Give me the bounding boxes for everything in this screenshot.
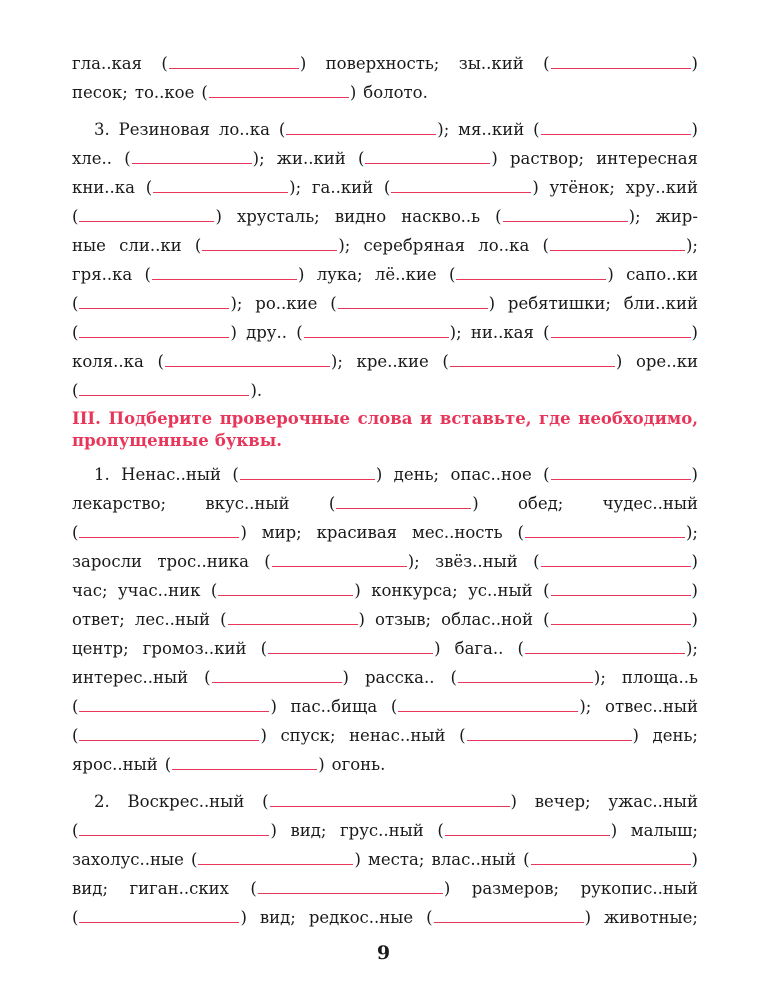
word: вид; [290,821,327,840]
word: коля..ка [72,352,144,371]
word: размеров; [471,879,560,898]
text-line [72,110,698,139]
answer-blank[interactable] [79,697,269,712]
word: учас..ник [117,581,201,600]
word: расска.. [364,668,435,687]
word: мя..кий [458,120,525,139]
text-line [72,898,698,927]
answer-blank[interactable] [541,120,691,135]
text-line [72,44,698,73]
word: бага.. [454,639,504,658]
answer-blank[interactable] [551,323,691,338]
word: рукопис..ный [580,879,698,898]
word: пас..бища [290,697,378,716]
word: жир- [655,207,698,226]
word: ответ; [72,610,125,629]
word-with-blank: ( ); [264,552,420,571]
answer-blank[interactable] [398,697,578,712]
text-line [72,811,698,840]
answer-blank[interactable] [79,207,214,222]
word: опас..ное [450,465,532,484]
word-with-blank: ( ); [390,697,592,716]
answer-blank[interactable] [467,726,632,741]
word: утёнок; [549,178,615,197]
word-with-blank: ( ) [437,821,618,840]
heading-word: пропущенные [72,431,209,450]
answer-blank[interactable] [79,726,259,741]
word: ло..ка [478,236,530,255]
word-with-blank: ( ); [145,178,302,197]
word-with-blank: ( ) [220,610,365,629]
exercise-3-item-1 [72,455,698,774]
word-with-blank: ( ) [262,792,517,811]
word: ярос..ный [72,755,158,774]
word-with-blank: ( ); [194,236,351,255]
text-line [72,840,698,869]
answer-blank[interactable] [304,323,449,338]
text-line [72,513,698,542]
answer-blank[interactable] [445,821,610,836]
text-line [72,629,698,658]
answer-blank[interactable] [550,236,685,251]
word: ни..кая [470,323,534,342]
word: вид; [72,879,109,898]
word-with-blank: ( ) [260,639,441,658]
text-line [72,139,698,168]
word: облас..ной [441,610,534,629]
section-heading-3 [72,408,698,452]
heading-word: буквы. [214,431,283,450]
answer-blank[interactable] [270,792,510,807]
word: поверхность; [325,54,440,73]
word: час; [72,581,108,600]
heading-line [72,430,698,452]
text-line [72,600,698,629]
word-with-blank: ( ) [442,352,623,371]
answer-blank[interactable] [79,908,239,923]
answer-blank[interactable] [132,149,252,164]
text-line [72,571,698,600]
word: жи..кий [276,149,346,168]
word: малыш; [630,821,698,840]
answer-blank[interactable] [79,523,239,538]
word-with-blank: ( ) [72,323,237,342]
word-with-blank: ( ) [459,726,639,745]
exercise-continuation-top [72,44,698,102]
heading-word: слова [357,409,413,428]
exercise-2-item-3 [72,110,698,400]
word: влас..ный [431,850,516,869]
word: чудес..ный [602,494,698,513]
heading-word: проверочные [219,409,351,428]
word-with-blank: ( ); [542,236,698,255]
answer-blank[interactable] [152,265,297,280]
answer-blank[interactable] [338,294,488,309]
word-with-blank: ( ); [124,149,265,168]
word: день; [652,726,698,745]
word: лекарство; [72,494,167,513]
answer-blank[interactable] [218,581,353,596]
answer-blank[interactable] [79,294,229,309]
word-with-blank: ( ) [357,149,498,168]
answer-blank[interactable] [551,581,691,596]
text-line [72,284,698,313]
word-with-blank: ( ) [161,54,307,73]
word-with-blank: ( ); [450,668,606,687]
answer-blank[interactable] [434,908,584,923]
word-with-blank: ( ) [533,120,698,139]
word-with-blank: ( ) [250,879,451,898]
text-line [72,745,698,774]
word: Ненас..ный [121,465,221,484]
word: обед; [517,494,564,513]
word: звёз..ный [435,552,518,571]
word: мес..ность [412,523,503,542]
word-with-blank: ( ) [164,755,325,774]
answer-blank[interactable] [79,821,269,836]
answer-blank[interactable] [79,381,249,396]
word-with-blank: ( ); [157,352,343,371]
word: сапо..ки [626,265,698,284]
word-with-blank: ( ); [495,207,641,226]
word: ребятишки; [507,294,611,313]
word: 3. [94,120,110,139]
word-with-blank: ( ) [201,83,357,102]
word: 1. [94,465,110,484]
answer-blank[interactable] [456,265,606,280]
word: ные [72,236,106,255]
word: ненас..ный [349,726,446,745]
text-line [72,455,698,484]
word: лес..ный [134,610,210,629]
answer-blank[interactable] [551,610,691,625]
text-line [72,73,698,102]
heading-word: необходимо, [578,409,698,428]
text-line [72,658,698,687]
word: ужас..ный [608,792,698,811]
word-with-blank: ( ) [144,265,305,284]
word: вид; [259,908,296,927]
word: места; [368,850,425,869]
word: вкус..ный [205,494,290,513]
word: ус..ный [468,581,533,600]
heading-line [72,408,698,430]
word: гла..кая [72,54,143,73]
word-with-blank: ( ) [523,850,698,869]
exercise-3-item-2 [72,782,698,927]
text-line [72,313,698,342]
word: бли..кий [623,294,698,313]
word: вечер; [534,792,591,811]
word: заросли [72,552,143,571]
word-with-blank: ( ) [543,465,698,484]
text-line [72,371,698,400]
answer-blank[interactable] [336,494,471,509]
answer-blank[interactable] [272,552,407,567]
word: кре..кие [356,352,429,371]
word: лё..кие [374,265,437,284]
word-with-blank: ( ) [72,697,277,716]
word-with-blank: ( ) [191,850,361,869]
word: хру..кий [625,178,698,197]
word-with-blank: ( ) [543,54,698,73]
word: животные; [604,908,698,927]
word: трос..ника [157,552,249,571]
word: сли..ки [119,236,182,255]
word: Воскрес..ный [127,792,245,811]
word-with-blank: ( ) [72,821,277,840]
answer-blank[interactable] [531,850,691,865]
word: зы..кий [458,54,524,73]
answer-blank[interactable] [525,523,685,538]
answer-blank[interactable] [212,668,342,683]
word-with-blank: ( ) [72,207,222,226]
word: спуск; [280,726,336,745]
word: отзыв; [375,610,432,629]
word-with-blank: ( ) [330,294,496,313]
word: оре..ки [635,352,698,371]
word: захолус..ные [72,850,184,869]
word: грус..ный [340,821,424,840]
word: редкос..ные [308,908,414,927]
word: интересная [596,149,698,168]
answer-blank[interactable] [391,178,531,193]
word: огонь. [331,755,386,774]
word: конкурса; [371,581,458,600]
answer-blank[interactable] [169,54,299,69]
word: лука; [316,265,363,284]
word-with-blank: ( ) [543,581,698,600]
answer-blank[interactable] [525,639,685,654]
word: отвес..ный [605,697,698,716]
heading-word: III. [72,409,101,428]
answer-blank[interactable] [551,54,691,69]
word-with-blank: ( ) [543,610,698,629]
word: га..кий [311,178,374,197]
text-line [72,226,698,255]
word: мир; [261,523,302,542]
word: серебряная [363,236,466,255]
word-with-blank: ( ) [328,494,479,513]
word: интерес..ный [72,668,189,687]
word-with-blank: ( ) [543,323,698,342]
text-line [72,687,698,716]
answer-blank[interactable] [198,850,353,865]
word-with-blank: ( ) [72,726,267,745]
answer-blank[interactable] [258,879,443,894]
answer-blank[interactable] [458,668,593,683]
answer-blank[interactable] [240,465,375,480]
text-line [72,255,698,284]
word-with-blank: ( ); [72,294,243,313]
word-with-blank: ( ) [204,668,349,687]
word: то..кое [134,83,195,102]
text-line [72,716,698,745]
answer-blank[interactable] [172,755,317,770]
word: день; [393,465,440,484]
answer-blank[interactable] [228,610,358,625]
answer-blank[interactable] [79,323,229,338]
heading-word: и [420,409,433,428]
word: ро..кие [255,294,318,313]
answer-blank[interactable] [209,83,349,98]
word: хле.. [72,149,113,168]
answer-blank[interactable] [503,207,628,222]
answer-blank[interactable] [365,149,490,164]
text-line [72,342,698,371]
word: ло..ка [218,120,270,139]
word: видно [334,207,387,226]
answer-blank[interactable] [551,465,691,480]
word-with-blank: ( ); [517,523,698,542]
word: 2. [94,792,110,811]
answer-blank[interactable] [268,639,433,654]
word: гря..ка [72,265,133,284]
word-with-blank: ( ) [232,465,383,484]
word-with-blank: ( ); [517,639,698,658]
answer-blank[interactable] [541,552,691,567]
word-with-blank: ( ) [210,581,361,600]
text-line [72,197,698,226]
word: красивая [316,523,398,542]
word: песок; [72,83,128,102]
word: болото. [363,83,428,102]
word-with-blank: ( ) [72,523,247,542]
answer-blank[interactable] [450,352,615,367]
word-with-blank: ( ) [448,265,614,284]
heading-word: где [539,409,571,428]
word: Резиновая [118,120,210,139]
word-with-blank: ( ) [533,552,698,571]
page-content [72,44,698,927]
word: кни..ка [72,178,135,197]
text-line [72,869,698,898]
word-with-blank: ( ). [72,381,263,400]
word: площа..ь [621,668,698,687]
word: раствор; [509,149,585,168]
answer-blank[interactable] [286,120,436,135]
text-line [72,484,698,513]
text-line [72,542,698,571]
word-with-blank: ( ); [296,323,462,342]
word: громоз..кий [142,639,247,658]
heading-word: вставьте, [439,409,532,428]
word: дру.. [246,323,287,342]
word: гиган..ских [129,879,229,898]
word: центр; [72,639,129,658]
word-with-blank: ( ); [278,120,450,139]
heading-word: Подберите [108,409,213,428]
word-with-blank: ( ) [72,908,247,927]
answer-blank[interactable] [165,352,330,367]
text-line [72,782,698,811]
word: насквo..ь [401,207,481,226]
word: хрусталь; [236,207,320,226]
text-line [72,168,698,197]
page-number: 9 [376,942,391,964]
answer-blank[interactable] [153,178,288,193]
answer-blank[interactable] [202,236,337,251]
word-with-blank: ( ) [383,178,539,197]
word-with-blank: ( ) [426,908,592,927]
